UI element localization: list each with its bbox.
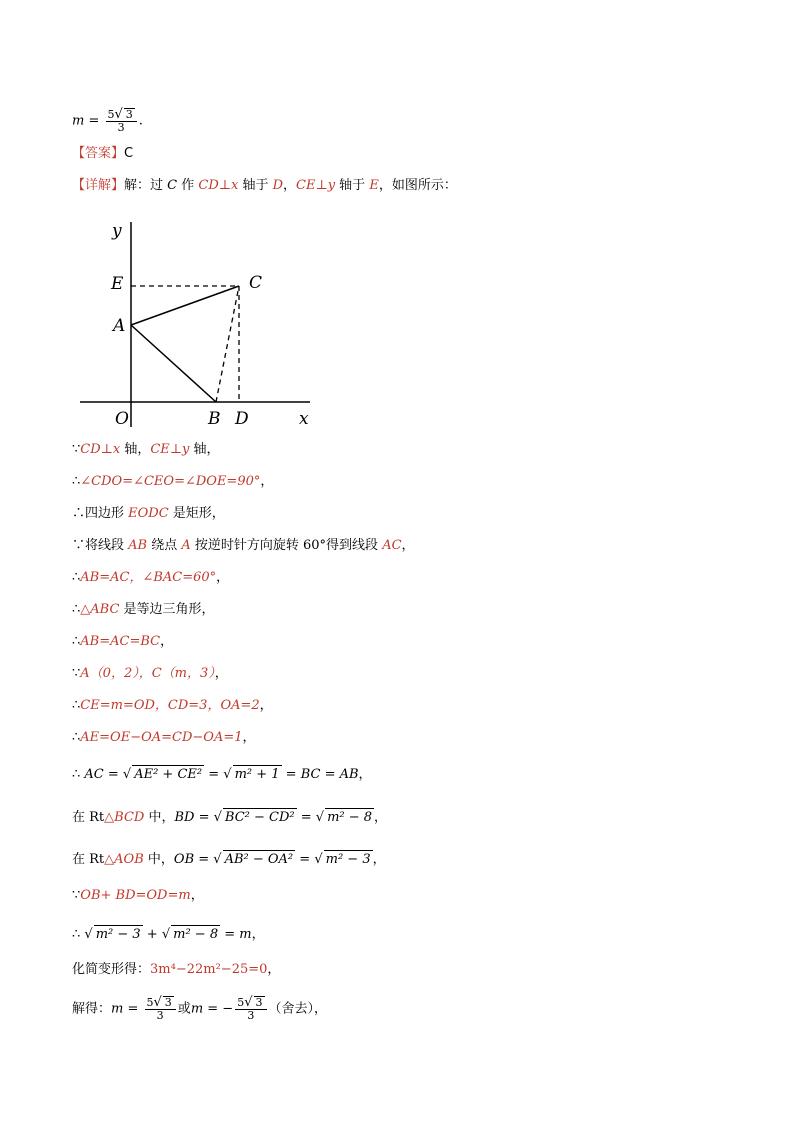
step-math: EODC [128,506,169,521]
formula-rest: = m [220,927,252,942]
formula-ac [72,765,372,784]
formula-prefix: 在 Rt [72,810,105,825]
fraction [145,996,176,1022]
simplify-line [72,961,280,979]
therefore: ∴ [72,927,85,942]
step-math: CD⊥x [80,442,121,457]
step-math: A [181,538,191,553]
equals: = [296,810,316,825]
step-text: 是矩形， [168,506,225,521]
solution-lhs: m = [111,1001,143,1017]
sqrt-sign: √ [213,852,222,867]
formula-end: ， [251,927,265,942]
label-e: E [111,274,124,294]
step-text: ， [401,538,415,553]
sqrt-sign: √ [161,927,171,942]
step-7 [72,633,173,651]
step-text: 轴， [120,442,151,457]
step-math: △ABC [80,602,120,617]
formula-lhs: AC = [84,767,123,782]
equals: = [295,852,315,867]
ce-perp: CE⊥y [296,178,336,193]
formula-mid: 中， [144,810,175,825]
radicand: BC² − CD² [224,810,295,825]
step-prefix: ∴四边形 [72,506,129,521]
step-text: ， [216,570,230,585]
detail-text: 轴于 [335,178,370,193]
answer-value: C [124,146,134,161]
step-text: ， [160,634,174,649]
formula-ob [72,850,386,869]
answer-line [72,145,133,163]
fraction [235,996,266,1022]
step-text: ， [260,474,274,489]
sqrt-sign: √ [122,767,132,782]
step-prefix: ∴ [72,698,81,713]
step-sum [72,887,204,905]
step-text: ， [214,666,228,681]
step-math: AB=AC=BC [80,634,161,649]
formula-lhs: OB = [173,852,214,867]
denominator: 3 [156,1009,164,1022]
step-prefix: ∴ [72,570,81,585]
label-y: y [112,221,122,241]
detail-text: 作 [177,178,199,193]
segment-bc [216,286,239,402]
step-text: 轴， [189,442,220,457]
formula-lhs: BD = [174,810,214,825]
point-c: C [167,178,178,193]
detail-line [72,177,457,195]
detail-text: 轴于 [238,178,273,193]
sqrt-sign: √ [114,107,123,122]
radicand: m² + 1 [234,767,280,782]
equals: = [84,113,104,129]
sqrt-sign: √ [315,810,325,825]
label-c: C [249,273,263,293]
equals: = [204,767,224,782]
step-math: AB [128,538,148,553]
formula-rest: = BC = AB [281,767,359,782]
denominator: 3 [247,1009,255,1022]
sqrt-sign: √ [213,810,222,825]
step-prefix: ∵ [72,666,81,681]
radicand: AE² + CE² [134,767,203,782]
plus: + [142,927,162,942]
radicand: 3 [255,996,263,1009]
sqrt-sign: √ [223,767,232,782]
step-prefix: 解得： [72,1001,112,1017]
formula-mid: 中， [143,852,174,867]
var-m: m [72,113,85,129]
label-o: O [115,409,129,429]
therefore: ∴ [72,767,85,782]
formula-end: ， [372,852,386,867]
step-math: OB+ BD=OD=m [80,888,191,903]
radicand: m² − 8 [327,810,373,825]
label-d: D [235,409,249,429]
step-prefix: ∴ [72,602,81,617]
step-math: 3m⁴−22m²−25=0 [150,962,268,977]
sqrt-sign: √ [244,995,253,1010]
geometry-figure [75,212,325,432]
step-math: A（0，2），C（m，3） [80,666,215,681]
step-10 [72,729,256,747]
denominator: 3 [117,121,125,134]
numerator: 5 [146,996,154,1009]
detail-text: ， [283,178,297,193]
point-d: D [272,178,284,193]
radicand: m² − 3 [95,927,141,942]
triangle-name: △BCD [104,810,145,825]
answer-label: 【答案】 [72,146,125,161]
detail-text: 解：过 [124,178,168,193]
step-text: 是等边三角形， [119,602,215,617]
step-text: ， [190,888,204,903]
step-text: ， [267,962,281,977]
step-5 [72,569,229,587]
segment-ab [131,325,216,402]
step-1 [72,441,220,459]
triangle-name: △AOB [104,852,144,867]
numerator: 5 [237,996,245,1009]
formula-end: ， [374,810,388,825]
radicand: AB² − OA² [224,852,294,867]
step-prefix: ∴ [72,730,81,745]
segment-ac [131,286,239,325]
step-4 [72,537,415,555]
solution-lhs: m = − [190,1001,234,1017]
step-math: CE⊥y [150,442,190,457]
formula-prefix: 在 Rt [72,852,105,867]
period: . [138,113,143,129]
numerator: 5 [107,108,115,121]
step-8 [72,665,228,683]
step-6 [72,601,215,619]
formula-bd [72,808,387,827]
radicand: m² − 8 [173,927,219,942]
fraction [106,108,137,134]
step-2 [72,473,273,491]
step-text: ， [242,730,256,745]
solve-line [72,996,327,1022]
detail-label: 【详解】 [72,178,125,193]
step-9 [72,697,273,715]
step-prefix: 化简变形得： [72,962,151,977]
sqrt-sign: √ [153,995,162,1010]
formula-sum [72,925,265,944]
step-prefix: ∵ [72,888,81,903]
sqrt-sign: √ [314,852,323,867]
radicand: m² − 3 [325,852,371,867]
step-3 [72,505,225,523]
radicand: 3 [125,108,133,121]
radicand: 3 [164,996,172,1009]
step-text: 按逆时针方向旋转 60°得到线段 [190,538,383,553]
point-e: E [369,178,379,193]
step-math: AE=OE−OA=CD−OA=1 [80,730,243,745]
formula-end: ， [358,767,372,782]
solve-end: （舍去）， [268,1001,328,1017]
detail-text: ，如图所示： [378,178,457,193]
step-prefix: ∴ [72,474,81,489]
previous-result-line [72,108,143,134]
cd-perp: CD⊥x [198,178,239,193]
step-math: AC [382,538,402,553]
step-prefix: ∴ [72,634,81,649]
step-text: 绕点 [147,538,182,553]
step-math: AB=AC，∠BAC=60° [80,570,217,585]
label-a: A [113,316,126,336]
step-math: ∠CDO=∠CEO=∠DOE=90° [80,474,261,489]
step-prefix: ∵将线段 [72,538,129,553]
step-text: ， [259,698,273,713]
label-b: B [208,409,221,429]
step-prefix: ∵ [72,442,81,457]
label-x: x [299,409,309,429]
sqrt-sign: √ [84,927,93,942]
or-text: 或 [177,1001,191,1017]
step-math: CE=m=OD，CD=3，OA=2 [80,698,260,713]
